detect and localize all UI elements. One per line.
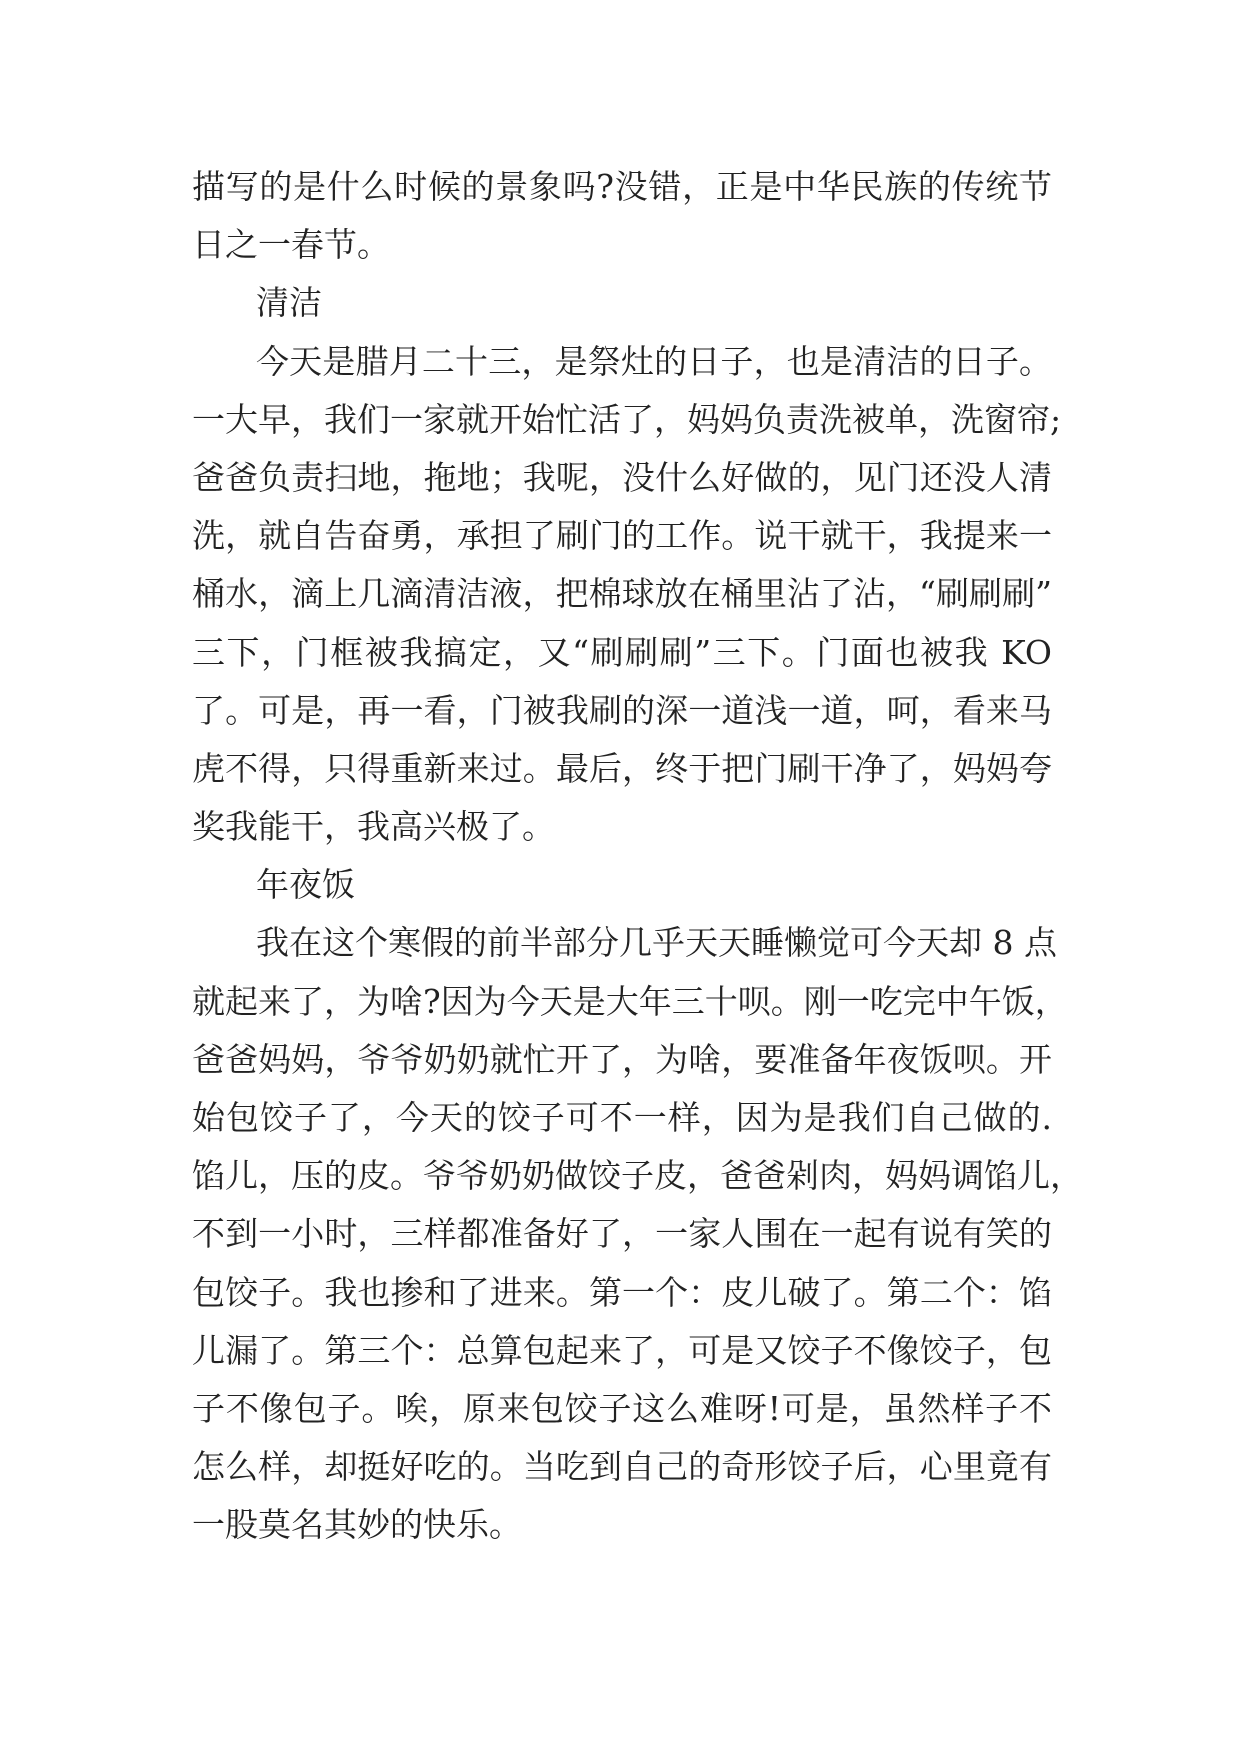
intro-line: 日之一春节。 xyxy=(192,225,390,265)
essay-text xyxy=(192,158,1083,1555)
intro-line: 描写的是什么时候的景象吗?没错，正是中华民族的传统节 xyxy=(192,167,1052,206)
paragraph-line: 一股莫名其妙的快乐。 xyxy=(192,1505,522,1545)
paragraph-line: 我在这个寒假的前半部分几乎天天睡懒觉可今天却 8 点 xyxy=(256,923,1057,963)
paragraph-line: 馅儿，压的皮。爷爷奶奶做饺子皮，爸爸剁肉，妈妈调馅儿， xyxy=(192,1156,1083,1196)
paragraph-line: 儿漏了。第三个：总算包起来了，可是又饺子不像饺子，包 xyxy=(192,1330,1052,1370)
paragraph-line: 包饺子。我也掺和了进来。第一个：皮儿破了。第二个：馅 xyxy=(192,1272,1052,1312)
paragraph-line: 桶水，滴上几滴清洁液，把棉球放在桶里沾了沾，“刷刷刷” xyxy=(192,574,1052,614)
paragraph-line: 爸爸妈妈，爷爷奶奶就忙开了，为啥，要准备年夜饭呗。开 xyxy=(192,1039,1052,1079)
section-heading-new-year-dinner: 年夜饭 xyxy=(256,865,355,905)
paragraph-line: 一大早，我们一家就开始忙活了，妈妈负责洗被单，洗窗帘; xyxy=(192,399,1062,439)
paragraph-line: 爸爸负责扫地，拖地；我呢，没什么好做的，见门还没人清 xyxy=(192,457,1052,497)
paragraph-line: 三下，门框被我搞定，又“刷刷刷”三下。门面也被我 KO xyxy=(192,632,1052,672)
section-heading-cleaning: 清洁 xyxy=(256,283,322,323)
paragraph-line: 今天是腊月二十三，是祭灶的日子，也是清洁的日子。 xyxy=(256,341,1052,381)
paragraph-line: 了。可是，再一看，门被我刷的深一道浅一道，呵，看来马 xyxy=(192,690,1052,730)
paragraph-line: 子不像包子。唉，原来包饺子这么难呀!可是，虽然样子不 xyxy=(192,1388,1052,1428)
paragraph-line: 洗，就自告奋勇，承担了刷门的工作。说干就干，我提来一 xyxy=(192,516,1052,556)
paragraph-line: 就起来了，为啥?因为今天是大年三十呗。刚一吃完中午饭， xyxy=(192,981,1068,1021)
paragraph-line: 怎么样，却挺好吃的。当吃到自己的奇形饺子后，心里竟有 xyxy=(192,1447,1052,1487)
paragraph-line: 虎不得，只得重新来过。最后，终于把门刷干净了，妈妈夸 xyxy=(192,748,1052,788)
paragraph-line: 不到一小时，三样都准备好了，一家人围在一起有说有笑的 xyxy=(192,1214,1052,1254)
paragraph-line: 奖我能干，我高兴极了。 xyxy=(192,807,555,847)
paragraph-line: 始包饺子了，今天的饺子可不一样，因为是我们自己做的. xyxy=(192,1098,1052,1137)
